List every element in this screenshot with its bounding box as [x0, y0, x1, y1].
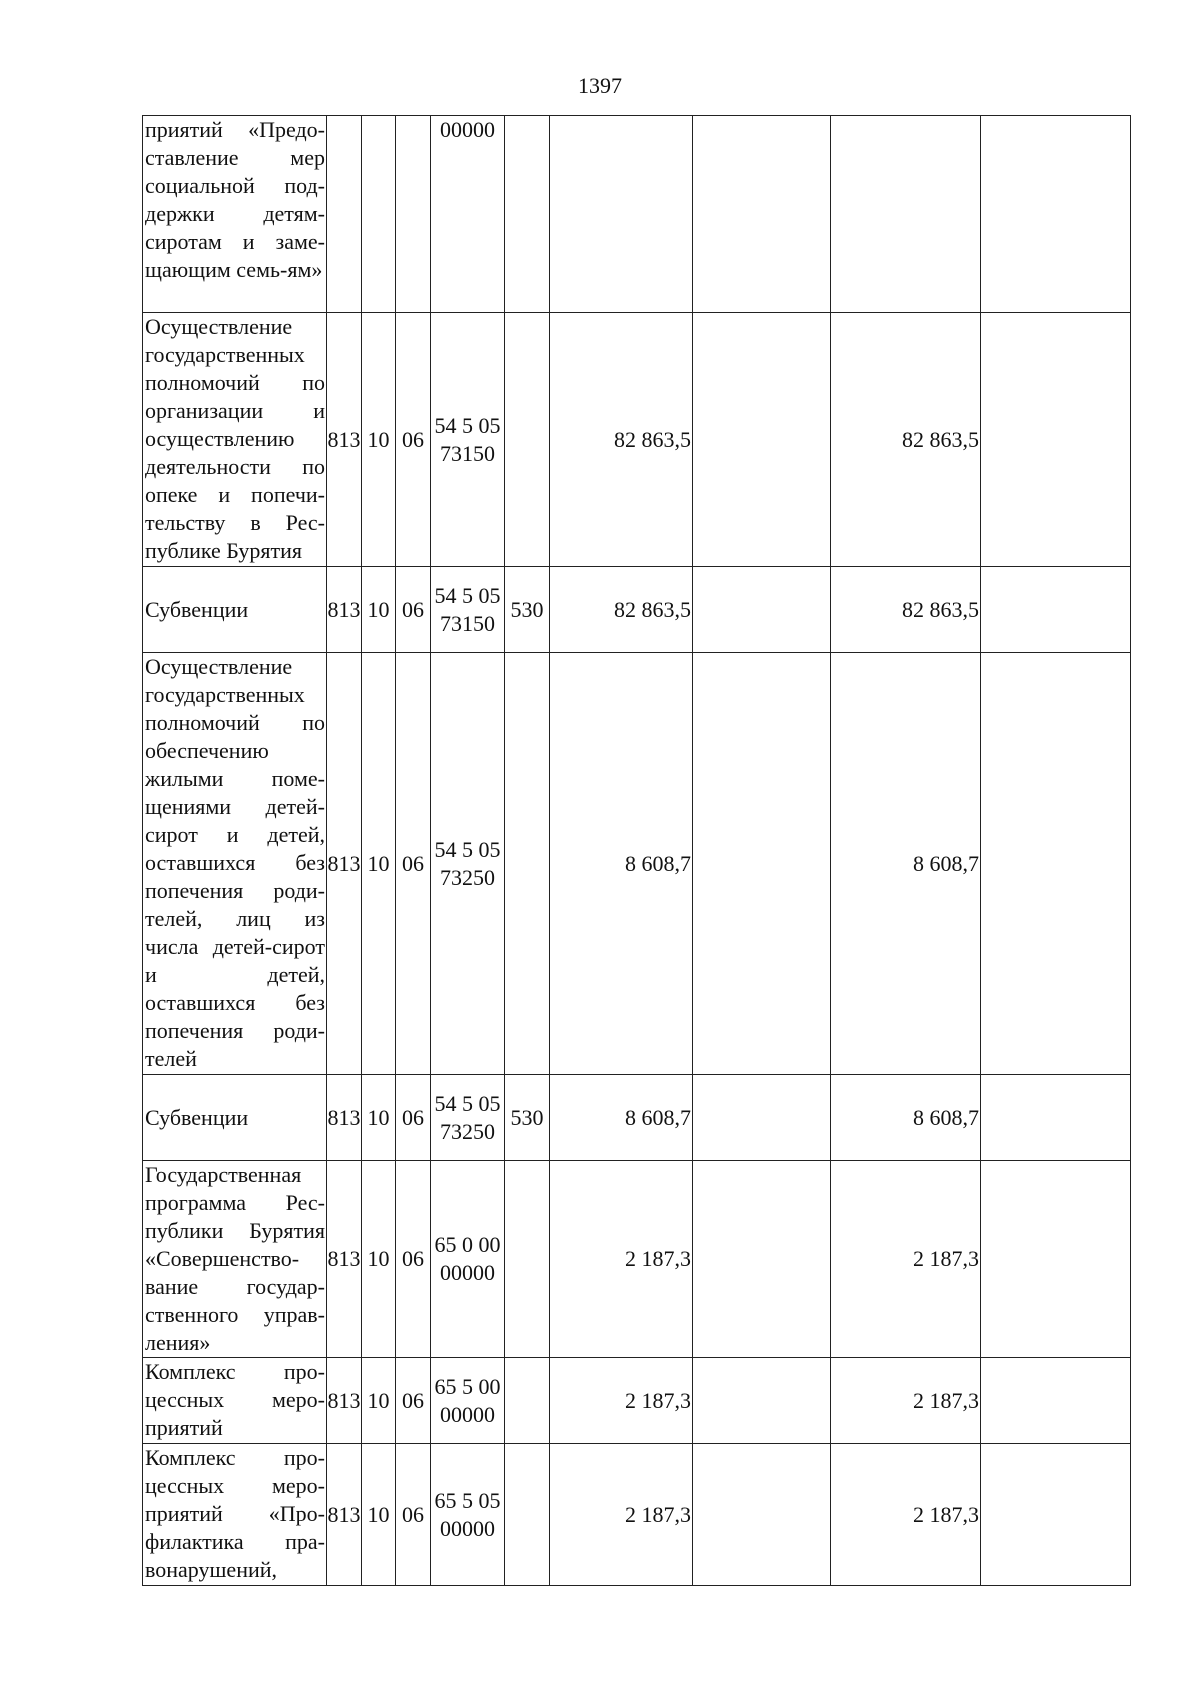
pr-cell: 06	[396, 1358, 431, 1444]
row-name-cell: приятий «Предо-ставление мер социальной под-держки детям-сиротам и заме-щающим семь-ям»	[143, 116, 327, 313]
table-row	[143, 653, 1131, 1075]
row-name-cell: Осуществление государственных полномочий по обеспечению жилыми поме-щениями детей-сирот и детей, оставшихся без попечения роди-телей, лиц из числа детей-сирот и детей, оставшихся без попечения роди-телей	[143, 653, 327, 1075]
rz-cell	[362, 116, 396, 313]
sum1-cell: 82 863,5	[550, 567, 693, 653]
sum1-cell: 2 187,3	[550, 1161, 693, 1358]
page-number: 1397	[578, 73, 622, 98]
vr-cell: 530	[505, 1075, 550, 1161]
budget-table	[142, 115, 1131, 1586]
sum3-cell: 82 863,5	[831, 567, 981, 653]
vr-cell	[505, 313, 550, 567]
csr-cell: 54 5 05 73250	[431, 1075, 505, 1161]
sum4-cell	[981, 116, 1131, 313]
rz-cell: 10	[362, 1444, 396, 1586]
row-name-cell: Субвенции	[143, 1075, 327, 1161]
sum1-cell: 8 608,7	[550, 653, 693, 1075]
table-row	[143, 1358, 1131, 1444]
row-name-cell: Субвенции	[143, 567, 327, 653]
vr-cell: 530	[505, 567, 550, 653]
vr-cell	[505, 653, 550, 1075]
sum2-cell	[693, 1444, 831, 1586]
gr-cell	[327, 116, 362, 313]
vr-cell	[505, 1444, 550, 1586]
table-row	[143, 313, 1131, 567]
sum3-cell: 2 187,3	[831, 1161, 981, 1358]
pr-cell: 06	[396, 313, 431, 567]
sum2-cell	[693, 1075, 831, 1161]
sum3-cell: 8 608,7	[831, 1075, 981, 1161]
row-name-cell: Комплекс про-цессных меро-приятий «Про-филактика пра-вонарушений,	[143, 1444, 327, 1586]
sum4-cell	[981, 313, 1131, 567]
gr-cell: 813	[327, 1358, 362, 1444]
table-row	[143, 567, 1131, 653]
rz-cell: 10	[362, 313, 396, 567]
sum4-cell	[981, 1444, 1131, 1586]
sum1-cell: 2 187,3	[550, 1358, 693, 1444]
table-row	[143, 1161, 1131, 1358]
gr-cell: 813	[327, 1075, 362, 1161]
csr-cell: 54 5 05 73150	[431, 313, 505, 567]
sum1-cell: 2 187,3	[550, 1444, 693, 1586]
csr-cell: 54 5 05 73250	[431, 653, 505, 1075]
sum2-cell	[693, 1161, 831, 1358]
csr-cell: 65 5 00 00000	[431, 1358, 505, 1444]
sum1-cell: 82 863,5	[550, 313, 693, 567]
pr-cell: 06	[396, 567, 431, 653]
csr-cell: 00000	[431, 116, 505, 313]
vr-cell	[505, 1161, 550, 1358]
sum2-cell	[693, 116, 831, 313]
sum3-cell	[831, 116, 981, 313]
sum3-cell: 8 608,7	[831, 653, 981, 1075]
csr-cell: 65 5 05 00000	[431, 1444, 505, 1586]
sum3-cell: 2 187,3	[831, 1444, 981, 1586]
row-name-cell: Комплекс про-цессных меро-приятий	[143, 1358, 327, 1444]
sum2-cell	[693, 567, 831, 653]
sum2-cell	[693, 313, 831, 567]
sum2-cell	[693, 1358, 831, 1444]
row-name-cell: Государственная программа Рес-публики Бурятия «Совершенство-вание государ-ственного управ-ления»	[143, 1161, 327, 1358]
rz-cell: 10	[362, 653, 396, 1075]
rz-cell: 10	[362, 1358, 396, 1444]
rz-cell: 10	[362, 567, 396, 653]
table-row	[143, 116, 1131, 313]
csr-cell: 54 5 05 73150	[431, 567, 505, 653]
sum4-cell	[981, 653, 1131, 1075]
row-name-cell: Осуществление государственных полномочий по организации и осуществлению деятельности по опеке и попечи-тельству в Рес-публике Бурятия	[143, 313, 327, 567]
pr-cell: 06	[396, 1161, 431, 1358]
pr-cell: 06	[396, 653, 431, 1075]
sum1-cell: 8 608,7	[550, 1075, 693, 1161]
pr-cell: 06	[396, 1444, 431, 1586]
rz-cell: 10	[362, 1161, 396, 1358]
table-row	[143, 1075, 1131, 1161]
sum4-cell	[981, 1358, 1131, 1444]
vr-cell	[505, 116, 550, 313]
gr-cell: 813	[327, 1444, 362, 1586]
rz-cell: 10	[362, 1075, 396, 1161]
sum4-cell	[981, 567, 1131, 653]
sum4-cell	[981, 1161, 1131, 1358]
pr-cell	[396, 116, 431, 313]
table-row	[143, 1444, 1131, 1586]
sum2-cell	[693, 653, 831, 1075]
gr-cell: 813	[327, 567, 362, 653]
pr-cell: 06	[396, 1075, 431, 1161]
gr-cell: 813	[327, 1161, 362, 1358]
gr-cell: 813	[327, 653, 362, 1075]
gr-cell: 813	[327, 313, 362, 567]
sum1-cell	[550, 116, 693, 313]
csr-cell: 65 0 00 00000	[431, 1161, 505, 1358]
sum4-cell	[981, 1075, 1131, 1161]
sum3-cell: 82 863,5	[831, 313, 981, 567]
sum3-cell: 2 187,3	[831, 1358, 981, 1444]
vr-cell	[505, 1358, 550, 1444]
